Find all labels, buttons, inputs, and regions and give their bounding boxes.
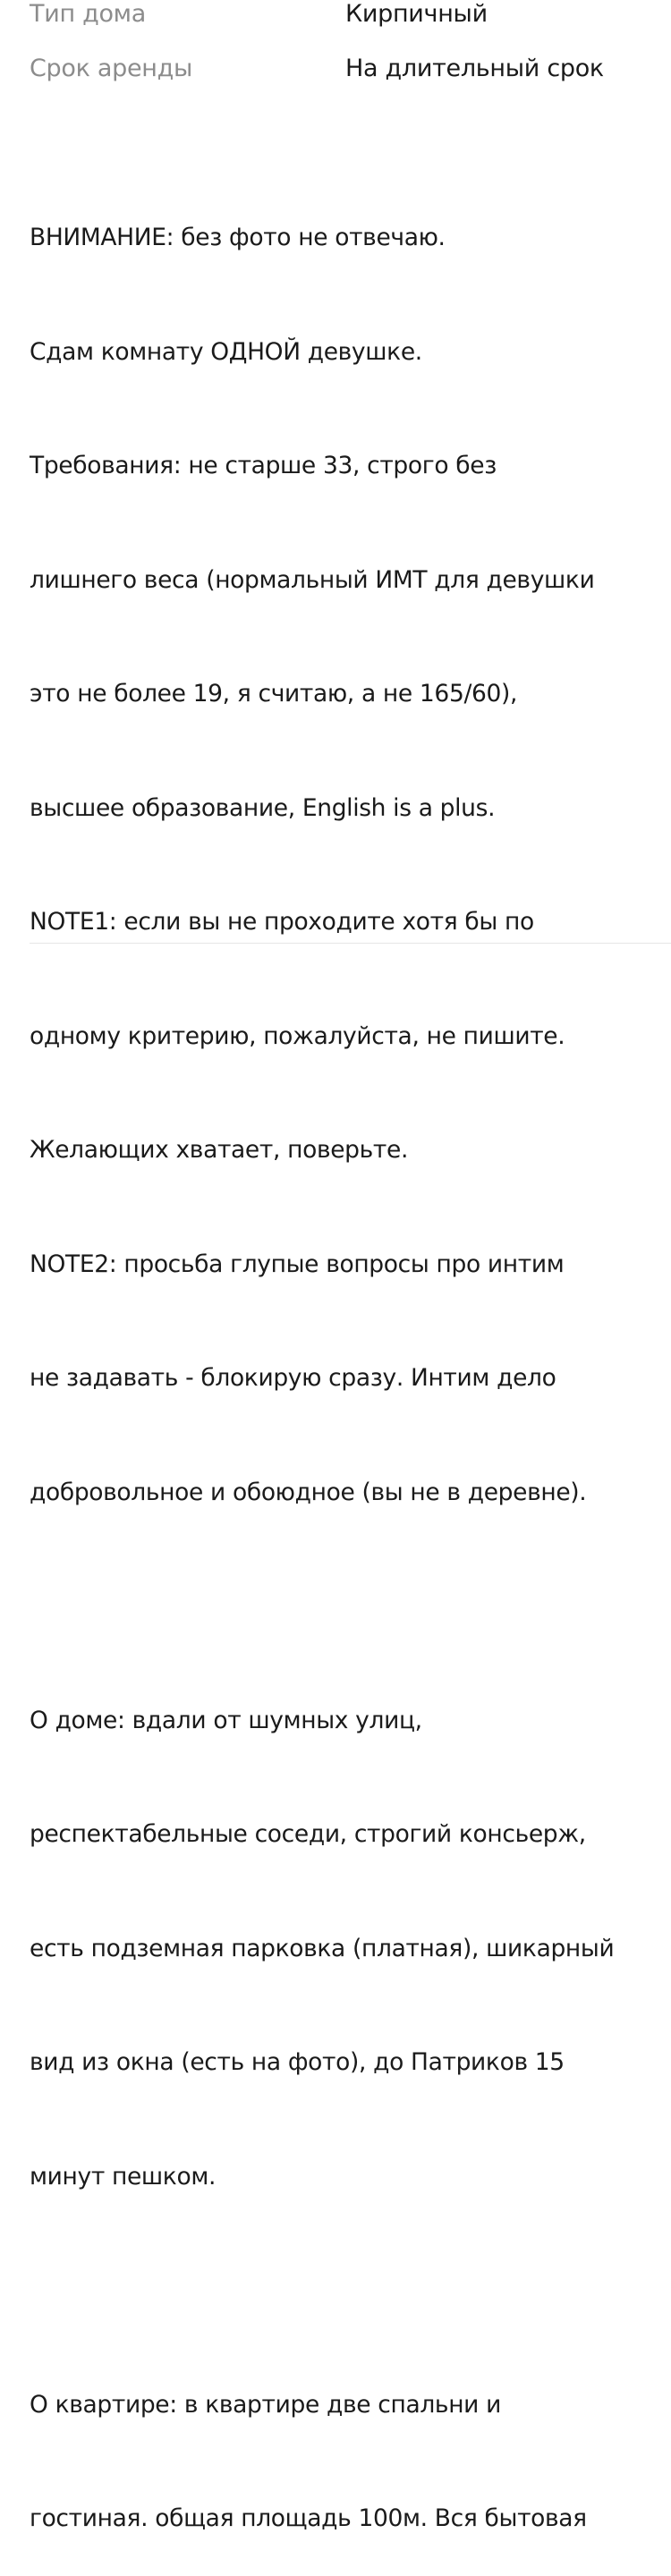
description-line: респектабельные соседи, строгий консьерж, <box>30 1820 586 1848</box>
divider <box>30 943 671 944</box>
description-line: О квартире: в квартире две спальни и <box>30 2390 501 2419</box>
paragraph-gap <box>30 2272 656 2310</box>
description-line: это не более 19, я считаю, а не 165/60), <box>30 680 518 708</box>
description-line: одному критерию, пожалуйста, не пишите. <box>30 1021 565 1050</box>
paragraph-gap <box>30 1588 656 1626</box>
property-row-rental-term <box>30 39 647 97</box>
property-label: Тип дома <box>30 0 146 28</box>
description-line: Сдам комнату ОДНОЙ девушке. <box>30 337 422 366</box>
description-line: не задавать - блокирую сразу. Интим дело <box>30 1364 556 1392</box>
description-line: ВНИМАНИЕ: без фото не отвечаю. <box>30 224 446 251</box>
description-line: лишнего веса (нормальный ИМТ для девушки <box>30 565 595 594</box>
description-line: О доме: вдали от шумных улиц, <box>30 1706 422 1734</box>
description-line: Требования: не старше 33, строго без <box>30 452 497 479</box>
description-line: добровольное и обоюдное (вы не в деревне). <box>30 1478 587 1506</box>
property-row-house-type <box>30 0 647 39</box>
property-value: На длительный срок <box>345 55 604 82</box>
property-value: Кирпичный <box>345 0 488 28</box>
property-list <box>30 0 647 97</box>
description-line: есть подземная парковка (платная), шикарный <box>30 1934 615 1962</box>
description-line: высшее образование, English is a plus. <box>30 793 496 822</box>
description-line: NOTE1: если вы не проходите хотя бы по <box>30 908 534 936</box>
description-line: вид из окна (есть на фото), до Патриков 15 <box>30 2048 565 2076</box>
description-line: NOTE2: просьба глупые вопросы про интим <box>30 1250 565 1278</box>
description-line: Желающих хватает, поверьте. <box>30 1136 409 1164</box>
description-line: гостиная. общая площадь 100м. Вся бытовая <box>30 2504 587 2532</box>
description-line: минут пешком. <box>30 2162 217 2190</box>
listing-description <box>30 143 656 2576</box>
property-label: Срок аренды <box>30 55 193 82</box>
